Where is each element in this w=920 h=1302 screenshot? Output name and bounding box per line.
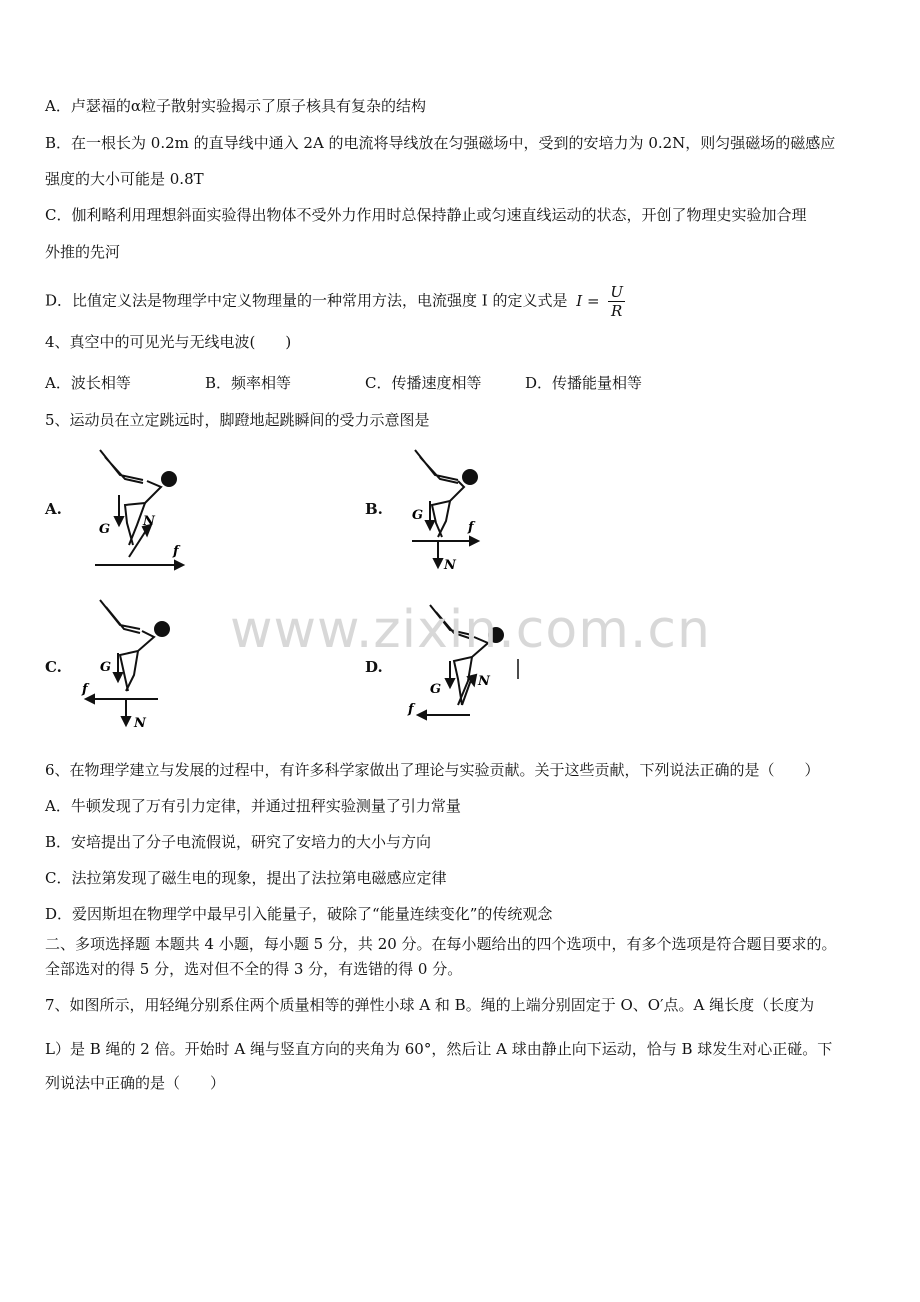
jumper-figure-b — [400, 445, 510, 575]
q5-label-a: A. — [45, 500, 62, 518]
formula-fraction — [608, 283, 625, 320]
jumper-figure-a — [85, 445, 195, 575]
q3-option-d-text: D．比值定义法是物理学中定义物理量的一种常用方法，电流强度 I 的定义式是 — [45, 291, 568, 310]
section2-heading-line1: 二、多项选择题 本题共 4 小题，每小题 5 分，共 20 分。在每小题给出的四个选项中，有多个选项是符合题目要求的。 — [45, 935, 837, 953]
watermark: www.zixin.com.cn — [230, 600, 711, 660]
jumper-figure-c — [78, 595, 188, 735]
q4-option-c: C．传播速度相等 — [365, 374, 482, 392]
q7-stem-line1: 7、如图所示，用轻绳分别系住两个质量相等的弹性小球 A 和 B。绳的上端分别固定于 O、O′点。A 绳长度（长度为 — [45, 996, 815, 1014]
q3-option-c-line2: 外推的先河 — [45, 243, 121, 261]
formula-denominator: R — [611, 302, 623, 320]
label-f: f — [82, 682, 88, 697]
q3-option-b-line2: 强度的大小可能是 0.8T — [45, 170, 204, 188]
q3-option-a: A．卢瑟福的α粒子散射实验揭示了原子核具有复杂的结构 — [45, 97, 426, 115]
label-N: N — [143, 514, 155, 529]
q4-option-d: D．传播能量相等 — [525, 374, 643, 392]
label-f: f — [173, 544, 179, 559]
q4-stem: 4、真空中的可见光与无线电波( ) — [45, 333, 292, 351]
label-N: N — [478, 674, 490, 689]
label-G: G — [412, 508, 424, 523]
q5-label-d: D. — [365, 658, 383, 676]
q3-option-b-line1: B．在一根长为 0.2m 的直导线中通入 2A 的电流将导线放在匀强磁场中，受到的安培力为 0.2N，则匀强磁场的磁感应 — [45, 134, 836, 152]
q5-stem: 5、运动员在立定跳远时，脚蹬地起跳瞬间的受力示意图是 — [45, 411, 430, 429]
q6-option-a: A．牛顿发现了万有引力定律，并通过扭秤实验测量了引力常量 — [45, 797, 461, 815]
q4-option-b: B．频率相等 — [205, 374, 292, 392]
label-G: G — [430, 682, 442, 697]
q6-option-d: D．爱因斯坦在物理学中最早引入能量子，破除了“能量连续变化”的传统观念 — [45, 905, 553, 923]
section2-heading-line2: 全部选对的得 5 分，选对但不全的得 3 分，有选错的得 0 分。 — [45, 960, 463, 978]
label-f: f — [468, 520, 474, 535]
q7-stem-line2: L）是 B 绳的 2 倍。开始时 A 绳与竖直方向的夹角为 60°，然后让 A 球由静止向下运动，恰与 B 球发生对心正碰。下 — [45, 1040, 833, 1058]
label-G: G — [100, 660, 112, 675]
label-N: N — [134, 716, 146, 731]
label-G: G — [99, 522, 111, 537]
q5-label-b: B. — [365, 500, 383, 518]
q6-option-c: C．法拉第发现了磁生电的现象，提出了法拉第电磁感应定律 — [45, 869, 447, 887]
formula-numerator: U — [610, 283, 623, 301]
label-N: N — [444, 558, 456, 573]
formula-lhs: I = — [576, 291, 600, 310]
q3-option-d — [45, 283, 625, 320]
q6-stem: 6、在物理学建立与发展的过程中，有许多科学家做出了理论与实验贡献。关于这些贡献，下列说法正确的是（ ） — [45, 761, 820, 779]
q6-option-b: B．安培提出了分子电流假说，研究了安培力的大小与方向 — [45, 833, 432, 851]
q5-label-c: C. — [45, 658, 62, 676]
q3-option-c-line1: C．伽利略利用理想斜面实验得出物体不受外力作用时总保持静止或匀速直线运动的状态，开创了物理史实验加合理 — [45, 206, 807, 224]
q4-option-a: A．波长相等 — [45, 374, 131, 392]
q7-stem-line3: 列说法中正确的是（ ） — [45, 1074, 226, 1092]
label-f: f — [408, 702, 414, 717]
